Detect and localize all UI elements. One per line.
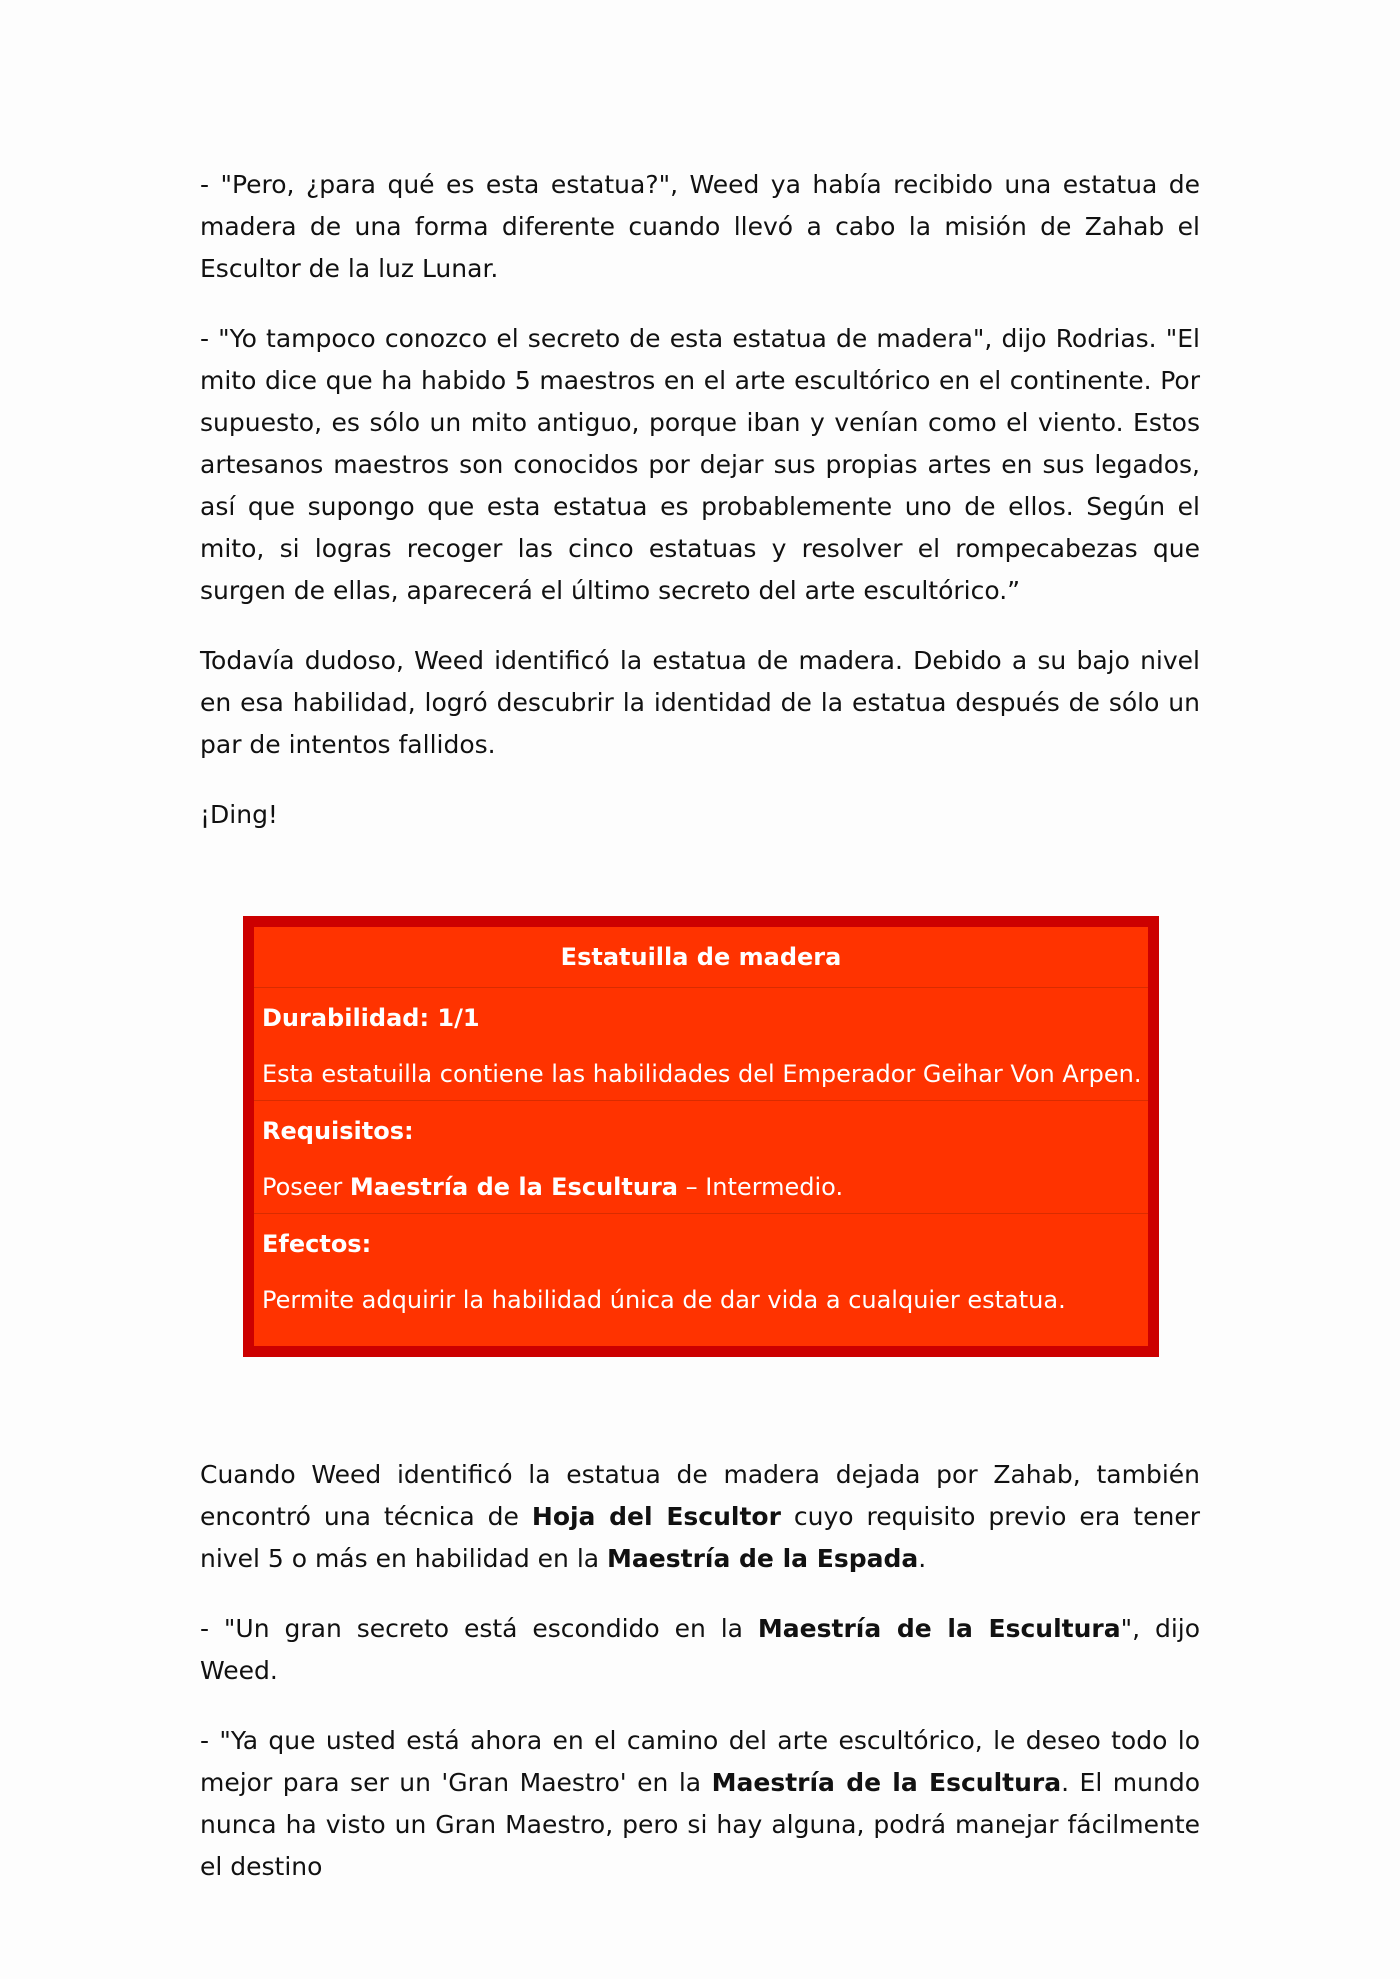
item-effects: Permite adquirir la habilidad única de dar vida a cualquier estatua. (262, 1286, 1066, 1314)
paragraph-sculptor-blade (200, 1454, 1200, 1580)
requirements-suffix: – Intermedio. (677, 1173, 844, 1201)
paragraph-rodrias-myth: - "Yo tampoco conozco el secreto de esta estatua de madera", dijo Rodrias. "El mito dice que ha habido 5 maestros en el arte escultórico en el continente. Por supuesto, es sólo un mito antiguo, porque iban y venían como el viento. Estos artesanos maestros son conocidos por dejar sus propias artes en sus legados, así que supongo que esta estatua es probablemente uno de ellos. Según el mito, si logras recoger las cinco estatuas y resolver el rompecabezas que surgen de ellas, aparecerá el último secreto del arte escultórico.” (200, 324, 1200, 605)
paragraph-identify: Todavía dudoso, Weed identificó la estatua de madera. Debido a su bajo nivel en esa habilidad, logró descubrir la identidad de la estatua después de sólo un par de intentos fallidos. (200, 646, 1200, 759)
text-run: Cuando Weed identificó la estatua de madera dejada por Zahab, también encontró una técnica de (200, 1460, 1200, 1531)
paragraph-statue-question: - "Pero, ¿para qué es esta estatua?", Weed ya había recibido una estatua de madera de una forma diferente cuando llevó a cabo la misión de Zahab el Escultor de la luz Lunar. (200, 170, 1200, 283)
item-durability: Durabilidad: 1/1 (262, 1004, 480, 1032)
skill-name-sculptor-blade: Hoja del Escultor (531, 1502, 781, 1531)
item-description: Esta estatuilla contiene las habilidades del Emperador Geihar Von Arpen. (262, 1060, 1142, 1088)
text-run: . (918, 1544, 927, 1573)
requirements-skill: Maestría de la Escultura (349, 1173, 678, 1201)
text-run: . El mundo nunca ha visto un Gran Maestro, pero si hay alguna, podrá manejar fácilmente el destino (200, 1768, 1200, 1881)
item-requirements (262, 1161, 1140, 1213)
story-text-top (200, 164, 1200, 864)
paragraph-grand-master (200, 1720, 1200, 1888)
paragraph-ding: ¡Ding! (200, 800, 278, 829)
skill-name-sword-mastery: Maestría de la Espada (607, 1544, 919, 1573)
text-run: ", dijo Weed. (200, 1614, 1201, 1685)
text-run: - "Ya que usted está ahora en el camino del arte escultórico, le deseo todo lo mejor para ser un 'Gran Maestro' en la (200, 1726, 1200, 1797)
item-requirements-section (254, 1101, 1148, 1214)
text-run: - "Un gran secreto está escondido en la (200, 1614, 758, 1643)
item-effects-section (254, 1214, 1148, 1326)
story-text-bottom (200, 1454, 1200, 1916)
item-effects-label: Efectos: (262, 1230, 372, 1258)
paragraph-great-secret (200, 1608, 1200, 1692)
item-title: Estatuilla de madera (254, 927, 1148, 988)
skill-name-sculpture-mastery: Maestría de la Escultura (757, 1614, 1121, 1643)
requirements-prefix: Poseer (262, 1173, 350, 1201)
item-info-box (243, 916, 1159, 1357)
text-run: cuyo requisito previo era tener nivel 5 o más en habilidad en la (200, 1502, 1200, 1573)
skill-name-sculpture-mastery: Maestría de la Escultura (711, 1768, 1062, 1797)
item-requirements-label: Requisitos: (262, 1117, 414, 1145)
item-durability-section (254, 988, 1148, 1101)
